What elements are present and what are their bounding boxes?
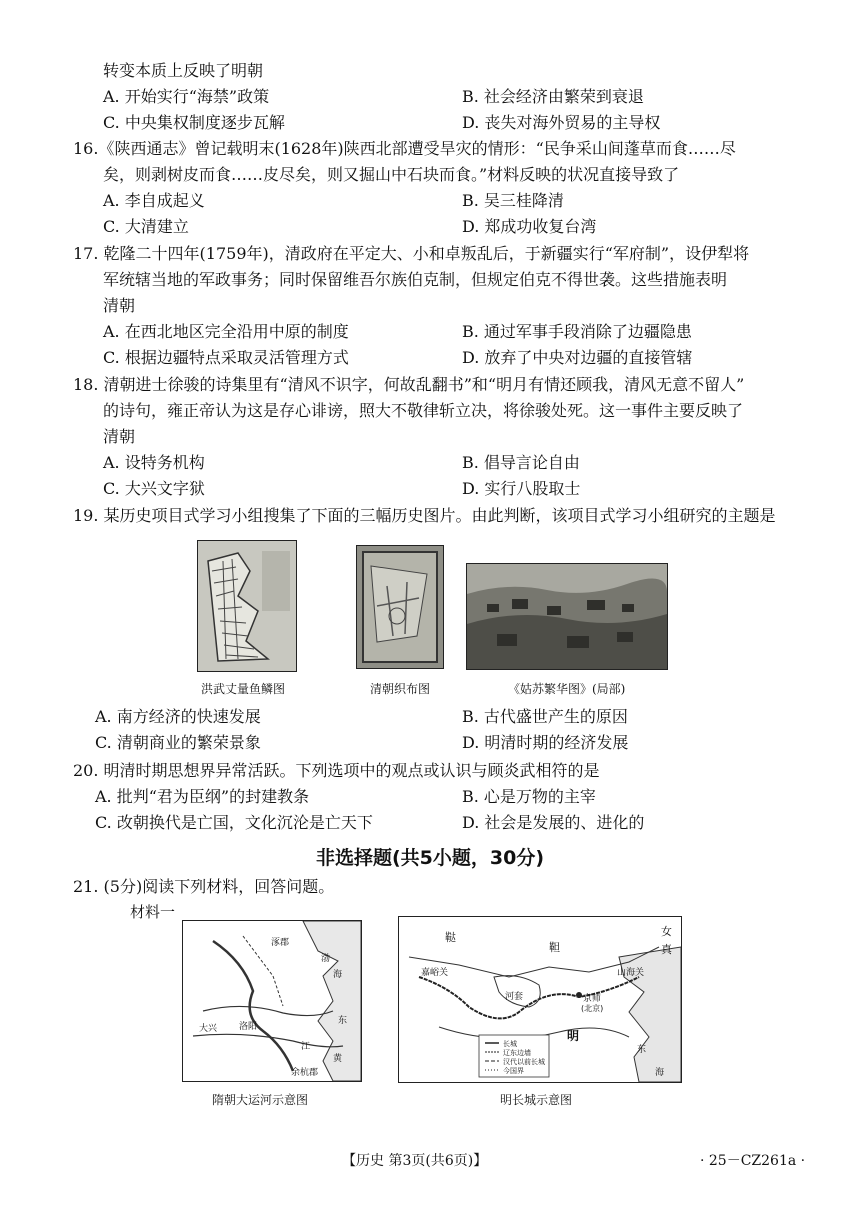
map1-label-dong: 东 — [338, 1016, 348, 1026]
map1-label-zhuojun: 涿郡 — [271, 938, 290, 948]
question-17-line-3: 清朝 — [103, 296, 136, 315]
q15-option-b: B. 社会经济由繁荣到衰退 — [462, 87, 644, 106]
q16-option-a: A. 李自成起义 — [103, 191, 205, 210]
question-18-line-3: 清朝 — [103, 427, 136, 446]
question-15-tail: 转变本质上反映了明朝 — [103, 61, 264, 80]
fish-scale-map-image — [197, 540, 297, 672]
map2-label-hetao: 河套 — [505, 992, 524, 1002]
question-17-line-2: 军统辖当地的军政事务；同时保留维吾尔族伯克制，但规定伯克不得世袭。这些措施表明 — [103, 270, 728, 289]
map2-legend-national-border: 今国界 — [503, 1067, 524, 1075]
q16-option-c: C. 大清建立 — [103, 217, 189, 236]
map2-label-nv: 女 — [661, 925, 672, 938]
sui-grand-canal-map — [182, 920, 362, 1082]
q20-option-d: D. 社会是发展的、进化的 — [462, 813, 645, 832]
map1-label-huang: 黄 — [333, 1054, 343, 1064]
map2-label-ming: 明 — [567, 1029, 580, 1043]
question-19-line-1: 19. 某历史项目式学习小组搜集了下面的三幅历史图片。由此判断，该项目式学习小组研究的主题是 — [73, 506, 776, 525]
page-footer-code: · 25－CZ261a · — [700, 1153, 806, 1169]
map2-legend-pre-han-wall: 汉代以前长城 — [503, 1058, 545, 1066]
q17-option-a: A. 在西北地区完全沿用中原的制度 — [103, 322, 349, 341]
q17-option-d: D. 放弃了中央对边疆的直接管辖 — [462, 348, 693, 367]
image-caption-1: 洪武丈量鱼鳞图 — [201, 682, 286, 696]
map1-label-bo: 渤 — [321, 954, 331, 964]
q20-option-b: B. 心是万物的主宰 — [462, 787, 596, 806]
map1-label-hai: 海 — [333, 970, 343, 980]
map2-caption: 明长城示意图 — [500, 1093, 573, 1107]
map2-label-shanhaiguan: 山海关 — [617, 968, 645, 978]
q20-option-c: C. 改朝换代是亡国，文化沉沦是亡天下 — [95, 813, 373, 832]
q19-option-a: A. 南方经济的快速发展 — [95, 707, 261, 726]
q17-option-b: B. 通过军事手段消除了边疆隐患 — [462, 322, 692, 341]
map2-label-jiayuguan: 嘉峪关 — [421, 968, 449, 978]
q15-option-d: D. 丧失对海外贸易的主导权 — [462, 113, 661, 132]
map2-legend-great-wall: 长城 — [503, 1040, 517, 1048]
image-caption-2: 清朝织布图 — [370, 682, 431, 696]
map1-label-luoyang: 洛阳 — [239, 1022, 258, 1032]
image-caption-3: 《姑苏繁华图》(局部) — [508, 682, 626, 696]
map2-label-jingshi: 京师 — [583, 994, 602, 1004]
gusu-prosperity-image — [466, 563, 668, 670]
question-16-line-1: 16.《陕西通志》曾记载明末(1628年)陕西北部遭受旱灾的情形：“民争采山间蓬草而食……尽 — [73, 139, 736, 158]
question-16-line-2: 矣，则剥树皮而食……皮尽矣，则又掘山中石块而食。”材料反映的状况直接导致了 — [103, 165, 680, 184]
q20-option-a: A. 批判“君为臣纲”的封建教条 — [95, 787, 310, 806]
material-one-label: 材料一 — [130, 903, 176, 921]
map2-label-dong: 东 — [637, 1045, 647, 1055]
q19-option-d: D. 明清时期的经济发展 — [462, 733, 629, 752]
ming-great-wall-map — [398, 916, 682, 1083]
q16-option-b: B. 吴三桂降清 — [462, 191, 564, 210]
map2-legend-liaodong-wall: 辽东边墙 — [503, 1049, 531, 1057]
question-18-line-1: 18. 清朝进士徐骏的诗集里有“清风不识字，何故乱翻书”和“明月有情还顾我，清风无意不留人” — [73, 375, 745, 394]
page-footer-subject: 【历史 第3页(共6页)】 — [342, 1153, 488, 1169]
q17-option-c: C. 根据边疆特点采取灵活管理方式 — [103, 348, 349, 367]
question-17-line-1: 17. 乾隆二十四年(1759年)，清政府在平定大、小和卓叛乱后，于新疆实行“军府制”，设伊犁将 — [73, 244, 750, 263]
q18-option-c: C. 大兴文字狱 — [103, 479, 205, 498]
q15-option-c: C. 中央集权制度逐步瓦解 — [103, 113, 285, 132]
q15-option-a: A. 开始实行“海禁”政策 — [103, 87, 270, 106]
weaving-image — [356, 545, 444, 669]
map1-label-daxing: 大兴 — [199, 1024, 218, 1034]
q19-option-c: C. 清朝商业的繁荣景象 — [95, 733, 261, 752]
map1-caption: 隋朝大运河示意图 — [212, 1093, 309, 1107]
q18-option-d: D. 实行八股取士 — [462, 479, 581, 498]
map1-label-yuhang: 余杭郡 — [291, 1068, 319, 1078]
section-title: 非选择题(共5小题，30分) — [315, 847, 545, 869]
question-21-line-1: 21. (5分)阅读下列材料，回答问题。 — [73, 877, 335, 896]
map2-label-zhen: 真 — [661, 943, 672, 956]
map2-label-da: 鞑 — [445, 931, 456, 944]
map2-label-ta: 靼 — [549, 941, 560, 954]
q18-option-b: B. 倡导言论自由 — [462, 453, 580, 472]
map2-label-hai: 海 — [655, 1068, 665, 1078]
map1-label-jiang: 江 — [301, 1042, 311, 1052]
q19-option-b: B. 古代盛世产生的原因 — [462, 707, 628, 726]
question-20-line-1: 20. 明清时期思想界异常活跃。下列选项中的观点或认识与顾炎武相符的是 — [73, 761, 600, 780]
q16-option-d: D. 郑成功收复台湾 — [462, 217, 597, 236]
map2-label-beijing: (北京) — [581, 1004, 604, 1013]
q18-option-a: A. 设特务机构 — [103, 453, 205, 472]
question-18-line-2: 的诗句，雍正帝认为这是存心诽谤，照大不敬律斩立决，将徐骏处死。这一事件主要反映了 — [103, 401, 744, 420]
